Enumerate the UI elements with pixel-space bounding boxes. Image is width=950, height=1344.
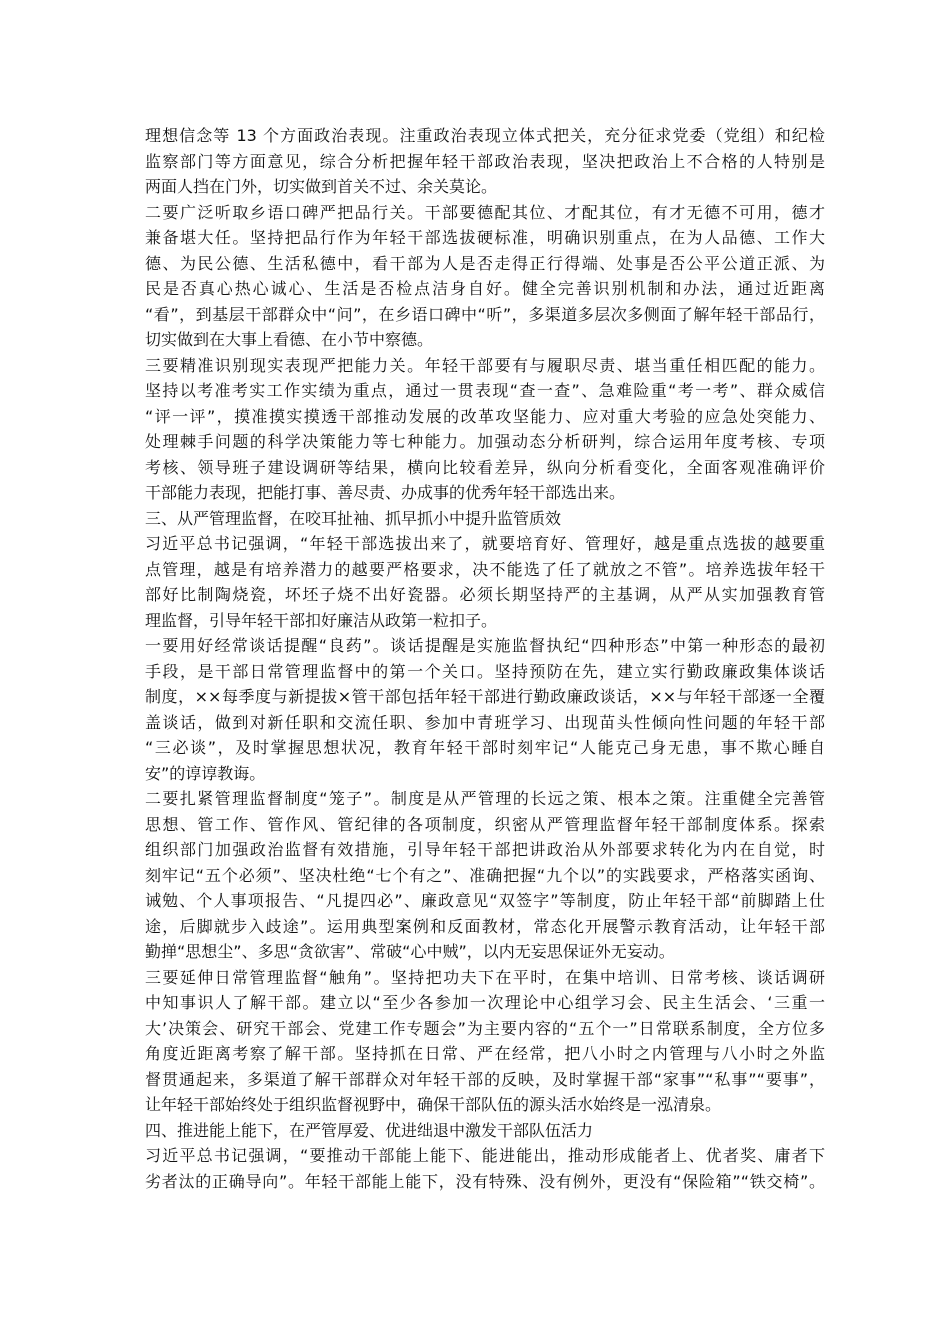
text-line: 二要扎紧管理监督制度“笼子”。制度是从严管理的长远之策、根本之策。注重健全完善管 <box>145 789 825 808</box>
text-line: 一要用好经常谈话提醒“良药”。谈话提醒是实施监督执纪“四种形态”中第一种形态的最初 <box>145 636 825 655</box>
text-line: 习近平总书记强调，“年轻干部选拔出来了，就要培育好、管理好，越是重点选拔的越要重 <box>145 534 825 553</box>
text-line: 角度近距离考察了解干部。坚持抓在日常、严在经常，把八小时之内管理与八小时之外监 <box>145 1044 825 1063</box>
text-line: “评一评”，摸准摸实摸透干部推动发展的改革攻坚能力、应对重大考验的应急处突能力、 <box>145 406 825 426</box>
text-line: 切实做到在大事上看德、在小节中察德。 <box>145 330 434 349</box>
text-line: 三、从严管理监督，在咬耳扯袖、抓早抓小中提升监管质效 <box>145 508 562 528</box>
text-line: 手段，是干部日常管理监督中的第一个关口。坚持预防在先，建立实行勤政廉政集体谈话 <box>145 661 825 681</box>
text-line: 处理棘手问题的科学决策能力等七种能力。加强动态分析研判，综合运用年度考核、专项 <box>145 432 825 451</box>
text-line: “看”，到基层干部群众中“问”，在乡语口碑中“听”，多渠道多层次多侧面了解年轻干部品行， <box>145 304 825 324</box>
text-line: 三要精准识别现实表现严把能力关。年轻干部要有与履职尽责、堪当重任相匹配的能力。 <box>145 355 825 375</box>
text-line: 盖谈话，做到对新任职和交流任职、参加中青班学习、出现苗头性倾向性问题的年轻干部 <box>145 712 825 732</box>
text-line: 组织部门加强政治监督有效措施，引导年轻干部把讲政治从外部要求转化为内在自觉，时 <box>145 840 825 859</box>
text-line: 督贯通起来，多渠道了解干部群众对年轻干部的反映，及时掌握干部“家事”“私事”“要事”， <box>145 1069 825 1089</box>
text-line: 四、推进能上能下，在严管厚爱、优进绌退中激发干部队伍活力 <box>145 1120 594 1140</box>
text-line: 诫勉、个人事项报告、“凡提四必”、廉政意见“双签字”等制度，防止年轻干部“前脚踏上仕 <box>145 891 825 910</box>
text-line: 考核、领导班子建设调研等结果，横向比较看差异，纵向分析看变化，全面客观准确评价 <box>145 457 825 477</box>
text-line: “三必谈”，及时掌握思想状况，教育年轻干部时刻牢记“人能克己身无患，事不欺心睡自 <box>145 738 825 757</box>
text-line: 习近平总书记强调，“要推动干部能上能下、能进能出，推动形成能者上、优者奖、庸者下 <box>145 1146 825 1165</box>
document-body <box>145 123 825 1194</box>
text-line: 点管理，越是有培养潜力的越要严格要求，决不能选了任了就放之不管”。培养选拔年轻干 <box>145 559 825 579</box>
text-line: 二要广泛听取乡语口碑严把品行关。干部要德配其位、才配其位，有才无德不可用，德才 <box>145 202 825 222</box>
text-line: 中知事识人了解干部。建立以“至少各参加一次理论中心组学习会、民主生活会、‘三重一 <box>145 993 825 1012</box>
text-line: 劣者汰的正确导向”。年轻干部能上能下，没有特殊、没有例外，更没有“保险箱”“铁交椅”。 <box>145 1171 825 1191</box>
text-line: 理监督，引导年轻干部扣好廉洁从政第一粒扣子。 <box>145 610 498 630</box>
text-line: 部好比制陶烧瓷，坏坯子烧不出好瓷器。必须长期坚持严的主基调，从严从实加强教育管 <box>145 585 825 604</box>
text-line: 大’决策会、研究干部会、党建工作专题会”为主要内容的“五个一”日常联系制度，全方位多 <box>145 1018 825 1038</box>
text-line: 安”的谆谆教诲。 <box>145 763 266 783</box>
text-line: 让年轻干部始终处于组织监督视野中，确保干部队伍的源头活水始终是一泓清泉。 <box>145 1095 722 1114</box>
text-line: 德、为民公德、生活私德中，看干部为人是否走得正行得端、处事是否公平公道正派、为 <box>145 253 825 273</box>
text-line: 监察部门等方面意见，综合分析把握年轻干部政治表现，坚决把政治上不合格的人特别是 <box>145 151 825 171</box>
text-line: 两面人挡在门外，切实做到首关不过、余关莫论。 <box>145 177 498 196</box>
text-line: 干部能力表现，把能打事、善尽责、办成事的优秀年轻干部选出来。 <box>145 483 626 502</box>
text-line: 刻牢记“五个必须”、坚决杜绝“七个有之”、准确把握“九个以”的实践要求，严格落实函询、 <box>145 865 825 885</box>
text-line: 途，后脚就步入歧途”。运用典型案例和反面教材，常态化开展警示教育活动，让年轻干部 <box>145 916 825 936</box>
text-line: 勤掸“思想尘”、多思“贪欲害”、常破“心中贼”，以内无妄思保证外无妄动。 <box>145 942 675 961</box>
text-line: 坚持以考准考实工作实绩为重点，通过一贯表现“查一查”、急难险重“考一考”、群众威信 <box>145 381 825 400</box>
text-line: 思想、管工作、管作风、管纪律的各项制度，织密从严管理监督年轻干部制度体系。探索 <box>145 814 825 834</box>
text-line: 兼备堪大任。坚持把品行作为年轻干部选拔硬标准，明确识别重点，在为人品德、工作大 <box>145 228 825 247</box>
text-line: 三要延伸日常管理监督“触角”。坚持把功夫下在平时，在集中培训、日常考核、谈话调研 <box>145 967 825 987</box>
text-line: 民是否真心热心诚心、生活是否检点洁身自好。健全完善识别机制和办法，通过近距离 <box>145 279 825 298</box>
text-line: 制度，××每季度与新提拔×管干部包括年轻干部进行勤政廉政谈话，××与年轻干部逐一全覆 <box>145 687 825 706</box>
text-line: 理想信念等 13 个方面政治表现。注重政治表现立体式把关，充分征求党委（党组）和纪检 <box>145 126 825 145</box>
